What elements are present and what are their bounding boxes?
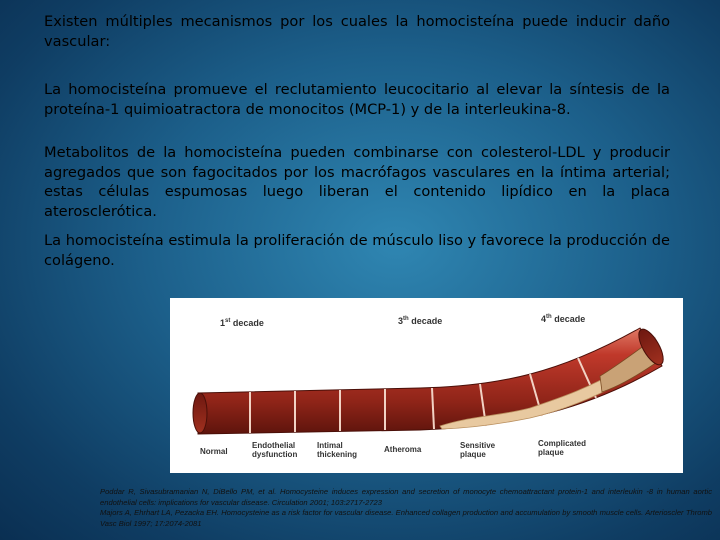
stage-label-sensitive: Sensitive plaque xyxy=(460,441,496,459)
stage-label-atheroma: Atheroma xyxy=(384,445,422,454)
decade-label-fourth: 4th decade xyxy=(541,314,586,324)
decade-label-third: 3th decade xyxy=(398,316,443,326)
paragraph-intro: Existen múltiples mecanismos por los cuales la homocisteína puede inducir daño vascular: xyxy=(44,13,670,50)
stage-label-complicated: Complicated plaque xyxy=(538,439,587,457)
atherosclerosis-figure xyxy=(170,298,683,473)
artery-wall xyxy=(198,328,662,434)
stage-label-normal: Normal xyxy=(200,447,228,456)
stage-label-endothelial: Endothelial dysfunction xyxy=(252,441,298,459)
paragraph-smooth-muscle: La homocisteína estimula la proliferación de músculo liso y favorece la producción de colágeno. xyxy=(44,232,670,269)
stage-label-intimal: Intimal thickening xyxy=(317,441,358,459)
paragraph-ldl: Metabolitos de la homocisteína pueden combinarse con colesterol-LDL y producir agregados que son fagocitados por los macrófagos vasculares en la íntima arterial; estas células espumosas luego liberan el contenido lipídico en la placa aterosclerótica. xyxy=(44,144,670,220)
reference-majors: Majors A, Ehrhart LA, Pezacka EH. Homocysteine as a risk factor for vascular disease. Enhanced collagen production and accumulation by smooth muscle cells. Arterioscler Thromb Vasc Biol 1997; 17:2074-2081 xyxy=(100,508,712,528)
artery-lumen-start xyxy=(193,393,207,433)
decade-label-first: 1st decade xyxy=(220,318,264,328)
reference-poddar: Poddar R, Sivasubramanian N, DiBello PM, et al. Homocysteine induces expression and secretion of monocyte chemoattractant protein-1 and interleukin -8 in human aortic endothelial cells: implications for vascular disease. Circulation 2001; 103:2717-2723 xyxy=(100,487,712,507)
paragraph-mcp1: La homocisteína promueve el reclutamiento leucocitario al elevar la síntesis de la proteína-1 quimioatractora de monocitos (MCP-1) y de la interleukina-8. xyxy=(44,81,670,118)
references xyxy=(100,487,712,529)
